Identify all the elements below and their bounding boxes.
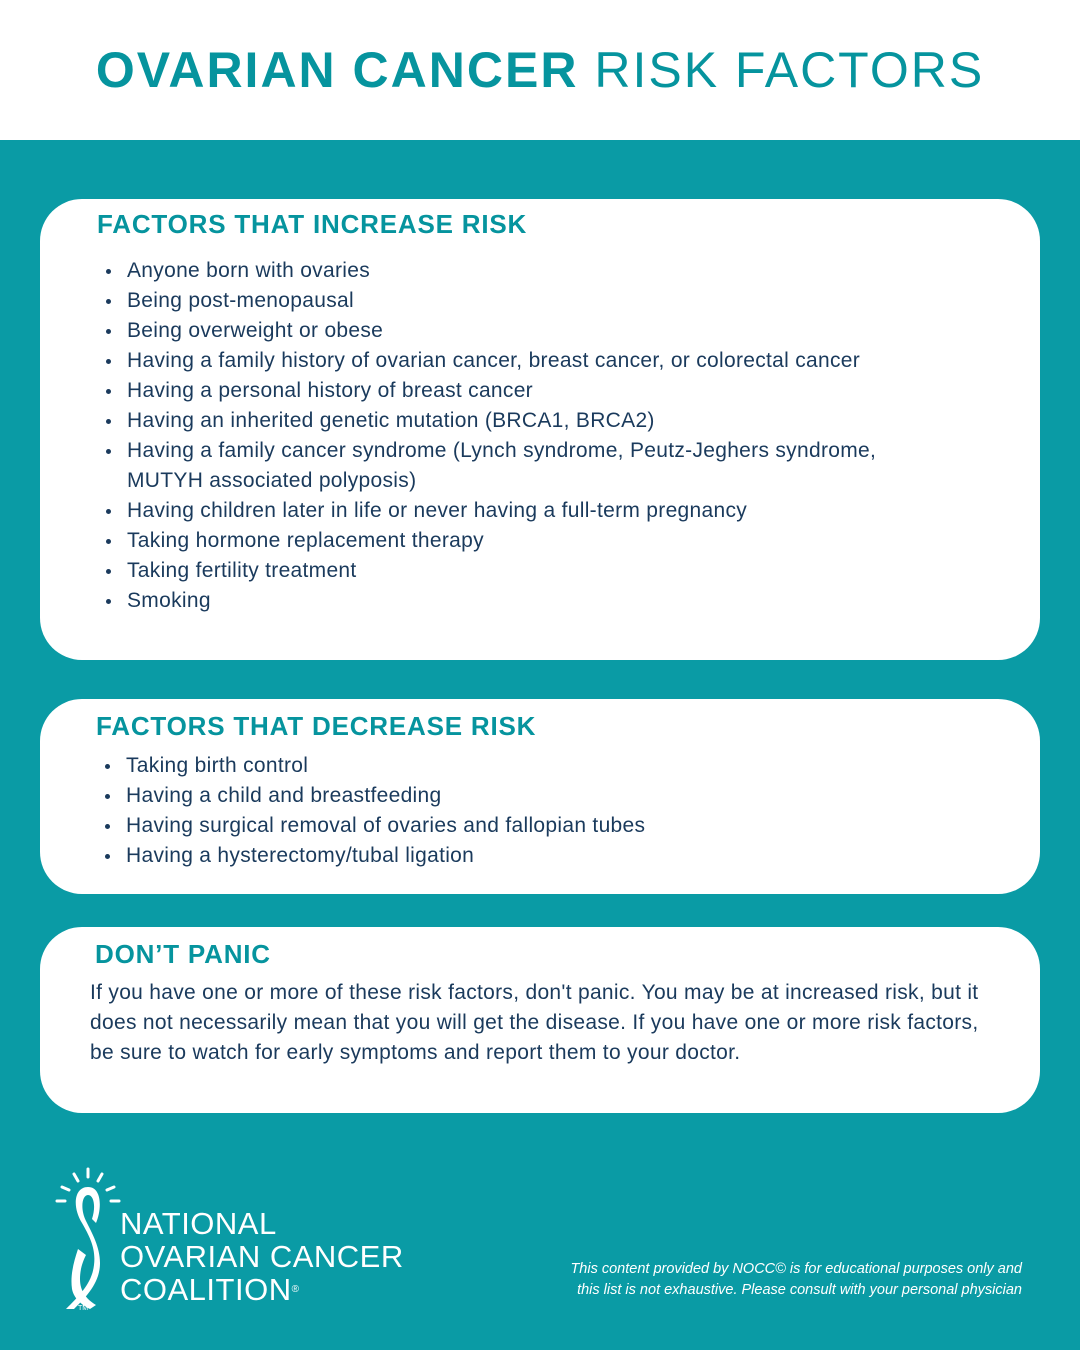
bullet-icon — [105, 824, 110, 829]
bullet-icon — [106, 449, 111, 454]
list-item-text: Being post-menopausal — [127, 289, 354, 312]
list-item-text: Taking birth control — [126, 754, 309, 777]
page-title — [96, 41, 984, 99]
decrease-risk-list — [96, 751, 896, 871]
dont-panic-card — [40, 927, 1040, 1113]
increase-risk-list — [97, 256, 897, 616]
increase-risk-heading: FACTORS THAT INCREASE RISK — [97, 209, 528, 239]
list-item-text: Having children later in life or never having a full-term pregnancy — [127, 499, 748, 522]
bullet-icon — [105, 764, 110, 769]
logo-wordmark — [120, 1207, 404, 1306]
list-item — [96, 841, 896, 871]
list-item-text: Having a hysterectomy/tubal ligation — [126, 844, 475, 867]
bullet-icon — [106, 569, 111, 574]
bullet-icon — [106, 419, 111, 424]
nocc-logo — [52, 1165, 412, 1315]
disclaimer-line-2: this list is not exhaustive. Please consult with your personal physician — [577, 1282, 1022, 1298]
list-item — [97, 286, 897, 316]
dont-panic-text: If you have one or more of these risk factors, don't panic. You may be at increased risk, but it does not necessarily mean that you will get the disease. If you have one or more risk factors, be sure to watch for early symptoms and report them to your doctor. — [90, 981, 979, 1064]
list-item-text: Having a family cancer syndrome (Lynch syndrome, Peutz-Jeghers syndrome, MUTYH associated polyposis) — [127, 439, 877, 492]
page-title-rest: RISK FACTORS — [578, 42, 985, 98]
list-item-text: Having a child and breastfeeding — [126, 784, 442, 807]
bullet-icon — [106, 329, 111, 334]
list-item — [97, 496, 897, 526]
bullet-icon — [106, 299, 111, 304]
list-item-text: Having surgical removal of ovaries and fallopian tubes — [126, 814, 646, 837]
bullet-icon — [105, 854, 110, 859]
increase-risk-card — [40, 199, 1040, 660]
disclaimer — [462, 1259, 1022, 1301]
list-item-text: Anyone born with ovaries — [127, 259, 370, 282]
list-item — [97, 436, 897, 496]
list-item-text: Taking hormone replacement therapy — [127, 529, 484, 552]
bullet-icon — [106, 509, 111, 514]
page-title-bold: OVARIAN CANCER — [95, 42, 579, 98]
decrease-risk-card — [40, 699, 1040, 894]
logo-line-1: NATIONAL — [120, 1206, 277, 1241]
list-item — [97, 316, 897, 346]
page-header — [0, 0, 1080, 140]
list-item — [97, 376, 897, 406]
bullet-icon — [106, 599, 111, 604]
disclaimer-line-1: This content provided by NOCC© is for educational purposes only and — [570, 1261, 1022, 1277]
list-item — [97, 406, 897, 436]
dont-panic-heading: DON’T PANIC — [95, 939, 271, 969]
registered-mark: ® — [291, 1284, 300, 1295]
bullet-icon — [106, 269, 111, 274]
list-item — [97, 256, 897, 286]
logo-line-3-row — [120, 1273, 404, 1306]
list-item — [97, 346, 897, 376]
ribbon-logo-icon — [52, 1165, 122, 1315]
trademark-mark: TM — [78, 1305, 89, 1312]
list-item-text: Having a personal history of breast cancer — [127, 379, 533, 402]
list-item — [97, 556, 897, 586]
bullet-icon — [105, 794, 110, 799]
decrease-risk-heading: FACTORS THAT DECREASE RISK — [96, 711, 537, 741]
logo-line-2: OVARIAN CANCER — [120, 1239, 404, 1274]
list-item — [96, 781, 896, 811]
logo-line-3: COALITION — [120, 1272, 292, 1307]
list-item-text: Having an inherited genetic mutation (BRCA1, BRCA2) — [127, 409, 655, 432]
list-item — [96, 751, 896, 781]
bullet-icon — [106, 359, 111, 364]
list-item-text: Smoking — [127, 589, 211, 612]
list-item-text: Taking fertility treatment — [127, 559, 357, 582]
list-item — [97, 526, 897, 556]
list-item-text: Being overweight or obese — [127, 319, 384, 342]
bullet-icon — [106, 539, 111, 544]
bullet-icon — [106, 389, 111, 394]
list-item-text: Having a family history of ovarian cancer, breast cancer, or colorectal cancer — [127, 349, 861, 372]
list-item — [96, 811, 896, 841]
list-item — [97, 586, 897, 616]
